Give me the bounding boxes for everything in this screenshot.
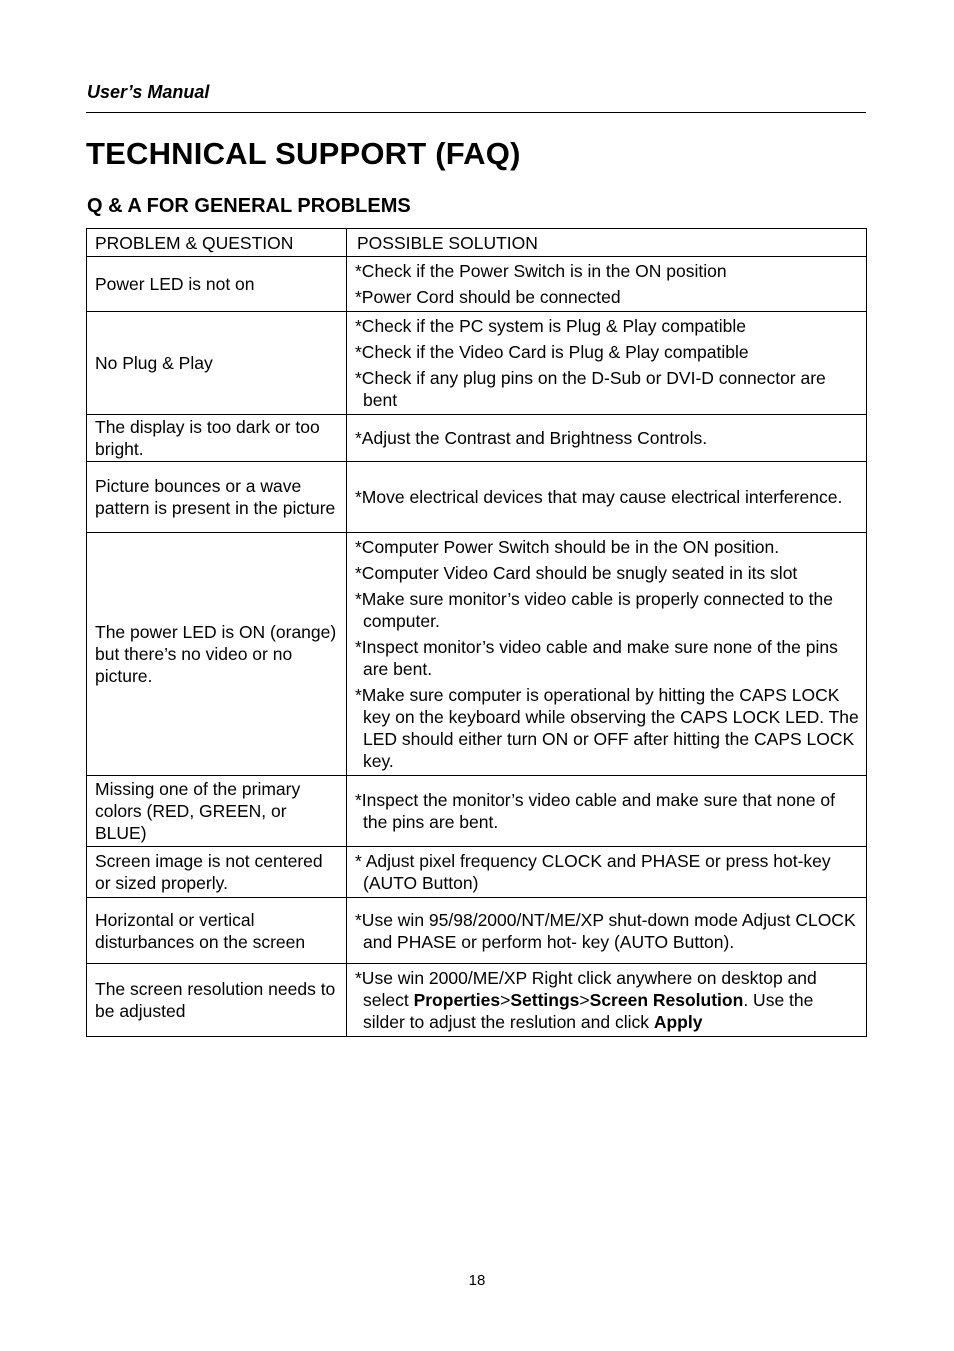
apply-label: Apply [653,1012,703,1032]
page-number: 18 [468,1272,486,1289]
manual-header-label: User’s Manual [87,82,210,102]
problem-cell: Missing one of the primary colors (RED, GREEN, or BLUE) [87,776,347,847]
solution-line: *Check if any plug pins on the D-Sub or DVI-D connector are bent [355,368,826,410]
solution-cell [347,462,867,533]
table-row [87,415,867,462]
solution-line: *Check if the PC system is Plug & Play compatible [355,316,746,336]
solution-cell [347,898,867,964]
solution-line: *Inspect monitor’s video cable and make sure none of the pins are bent. [355,637,838,679]
table-row [87,462,867,533]
solution-text: . [743,990,749,1010]
solution-line: *Check if the Video Card is Plug & Play compatible [355,342,749,362]
problem-cell: The display is too dark or too bright. [87,415,347,462]
table-header-row [87,229,867,257]
solution-line: *Adjust the Contrast and Brightness Controls. [355,428,708,448]
solution-line: *Power Cord should be connected [355,287,621,307]
header-divider [86,112,866,113]
solution-cell [347,847,867,898]
problem-cell: Power LED is not on [87,257,347,312]
solution-cell [347,257,867,312]
solution-line: *Inspect the monitor’s video cable and make sure that none of the pins are bent. [355,790,835,832]
problem-cell: The power LED is ON (orange) but there’s no video or no picture. [87,533,347,776]
solution-cell [347,964,867,1037]
menu-path-properties: Properties [413,990,501,1010]
menu-path-settings: Settings [510,990,580,1010]
solution-line [355,967,860,1033]
table-row [87,533,867,776]
solution-line: *Make sure monitor’s video cable is properly connected to the computer. [355,589,833,631]
table-row [87,847,867,898]
page-title: TECHNICAL SUPPORT (FAQ) [86,136,521,171]
solution-line: *Computer Video Card should be snugly seated in its slot [355,563,798,583]
table-row [87,257,867,312]
table-row [87,964,867,1037]
solution-text: Use the silder to adjust the reslution and click [363,990,814,1032]
problem-cell: Screen image is not centered or sized properly. [87,847,347,898]
table-row [87,312,867,415]
solution-line: *Check if the Power Switch is in the ON position [355,261,727,281]
column-header-problem: PROBLEM & QUESTION [87,229,347,257]
menu-path-separator: > [500,990,511,1010]
solution-cell [347,776,867,847]
section-title: Q & A FOR GENERAL PROBLEMS [87,195,411,217]
problem-cell: No Plug & Play [87,312,347,415]
problem-cell: The screen resolution needs to be adjusted [87,964,347,1037]
solution-cell [347,415,867,462]
menu-path-screen-resolution: Screen Resolution [589,990,744,1010]
problem-cell: Picture bounces or a wave pattern is present in the picture [87,462,347,533]
solution-line: *Computer Power Switch should be in the ON position. [355,537,780,557]
table-row [87,776,867,847]
problem-cell: Horizontal or vertical disturbances on the screen [87,898,347,964]
solution-line: *Use win 95/98/2000/NT/ME/XP shut-down mode Adjust CLOCK and PHASE or perform hot- key (AUTO Button). [355,909,856,952]
column-header-solution: POSSIBLE SOLUTION [347,229,867,257]
faq-table [86,228,867,1037]
table-row [87,898,867,964]
menu-path-separator: > [579,990,590,1010]
solution-line: * Adjust pixel frequency CLOCK and PHASE or press hot-key (AUTO Button) [355,851,831,893]
solution-cell [347,312,867,415]
solution-line: *Make sure computer is operational by hitting the CAPS LOCK key on the keyboard while observing the CAPS LOCK LED. The LED should either turn ON or OFF after hitting the CAPS LOCK key. [355,685,859,771]
solution-text: *Use win 2000/ME/XP Right click anywhere on desktop and select [355,968,817,1010]
solution-line: *Move electrical devices that may cause electrical interference. [355,487,843,507]
solution-cell [347,533,867,776]
